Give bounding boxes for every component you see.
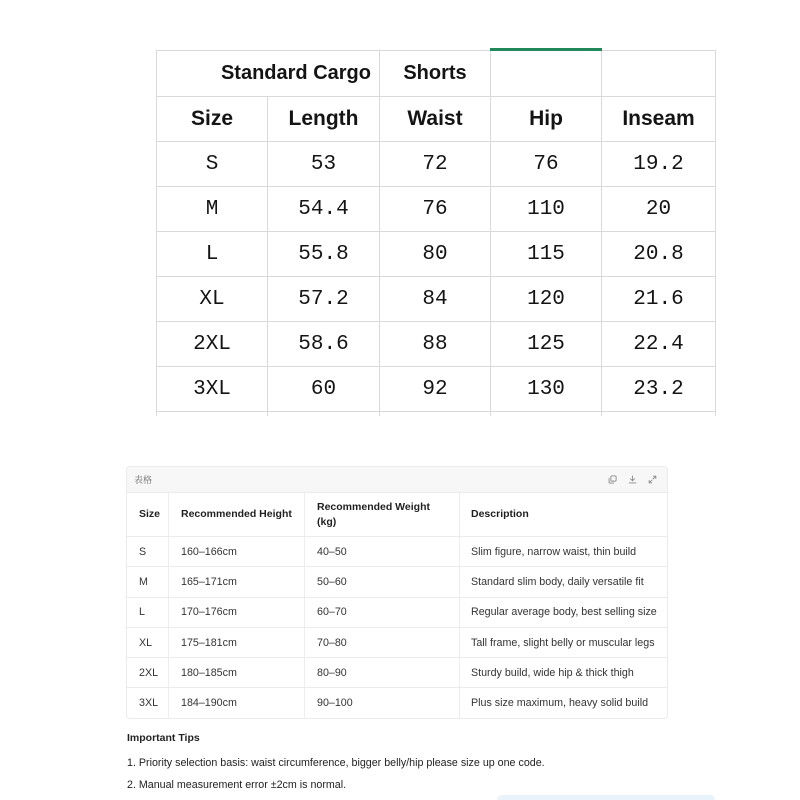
waist-cell[interactable]: 92 [380,367,491,412]
size-cell[interactable]: S [157,142,268,187]
weight-cell: 60–70 [305,598,460,627]
recommendation-table-card [126,466,668,719]
hip-cell[interactable]: 130 [491,367,602,412]
empty-cell[interactable] [491,412,602,416]
column-header-hip[interactable]: Hip [491,97,602,142]
column-header-waist[interactable]: Waist [380,97,491,142]
size-row [157,367,716,412]
weight-cell: 70–80 [305,628,460,657]
header-label: Recommended Height [181,508,292,520]
table-row [127,536,667,566]
table-row [127,597,667,627]
size-cell: 3XL [127,688,169,717]
length-cell[interactable]: 54.4 [268,187,380,232]
length-cell[interactable]: 55.8 [268,232,380,277]
table-label: 表格 [134,475,153,485]
expand-icon[interactable] [648,475,657,484]
empty-cell[interactable] [380,412,491,416]
hip-cell[interactable]: 76 [491,142,602,187]
partial-next-row [157,412,716,416]
size-cell[interactable]: XL [157,277,268,322]
empty-cell[interactable] [602,412,716,416]
waist-cell[interactable]: 80 [380,232,491,277]
height-cell: 170–176cm [169,598,305,627]
column-header-description [460,493,667,536]
header-label: Description [471,508,529,520]
height-cell: 160–166cm [169,537,305,566]
waist-cell[interactable]: 72 [380,142,491,187]
sheet-title-left: Standard Cargo [220,62,371,84]
height-cell: 175–181cm [169,628,305,657]
size-cell[interactable]: M [157,187,268,232]
size-cell: 2XL [127,658,169,687]
column-header-inseam[interactable]: Inseam [602,97,716,142]
title-cell-right[interactable] [380,51,491,97]
inseam-cell[interactable]: 23.2 [602,367,716,412]
column-header-weight [305,493,460,536]
cell-selection-indicator [490,48,602,51]
size-row [157,187,716,232]
description-cell: Tall frame, slight belly or muscular legs [471,636,655,649]
size-cell: XL [127,628,169,657]
hip-cell[interactable]: 110 [491,187,602,232]
table-tools [608,475,657,484]
length-cell[interactable]: 53 [268,142,380,187]
waist-cell[interactable]: 76 [380,187,491,232]
inseam-cell[interactable]: 21.6 [602,277,716,322]
hip-cell[interactable]: 120 [491,277,602,322]
description-cell: Standard slim body, daily versatile fit [471,575,644,588]
inseam-cell[interactable]: 20.8 [602,232,716,277]
title-cell-left[interactable] [157,51,380,97]
size-cell[interactable]: 2XL [157,322,268,367]
size-row [157,142,716,187]
waist-cell[interactable]: 88 [380,322,491,367]
inseam-cell[interactable]: 19.2 [602,142,716,187]
size-row [157,277,716,322]
description-cell: Slim figure, narrow waist, thin build [471,545,637,558]
size-cell: S [127,537,169,566]
length-cell[interactable]: 60 [268,367,380,412]
empty-cell[interactable] [268,412,380,416]
empty-cell[interactable] [157,412,268,416]
tip-item: 1. Priority selection basis: waist circumference, bigger belly/hip please size up one code. [127,757,545,769]
header-label: Size [139,508,161,520]
column-header-row [157,97,716,142]
column-header-size[interactable]: Size [157,97,268,142]
height-cell: 180–185cm [169,658,305,687]
weight-cell: 90–100 [305,688,460,717]
weight-cell: 80–90 [305,658,460,687]
inseam-cell[interactable]: 22.4 [602,322,716,367]
table-row [127,657,667,687]
size-cell[interactable]: L [157,232,268,277]
next-message-bubble [497,795,715,800]
copy-icon[interactable] [608,475,617,484]
hip-cell[interactable]: 115 [491,232,602,277]
download-icon[interactable] [628,475,637,484]
description-cell: Regular average body, best selling size [471,606,657,619]
description-cell: Sturdy build, wide hip & thick thigh [471,666,634,679]
table-row [127,566,667,596]
length-cell[interactable]: 57.2 [268,277,380,322]
important-tips [127,731,545,793]
column-header-length[interactable]: Length [268,97,380,142]
header-label: Recommended Weight (kg) [317,500,430,528]
size-chart-spreadsheet [156,50,716,416]
column-header-size [127,493,169,536]
size-cell[interactable]: 3XL [157,367,268,412]
inseam-cell[interactable]: 20 [602,187,716,232]
table-header-row [127,492,667,536]
weight-cell: 40–50 [305,537,460,566]
height-cell: 165–171cm [169,567,305,596]
weight-cell: 50–60 [305,567,460,596]
tips-heading: Important Tips [127,732,200,744]
size-cell: L [127,598,169,627]
table-toolbar [127,467,667,492]
empty-cell[interactable] [602,51,716,97]
length-cell[interactable]: 58.6 [268,322,380,367]
selected-cell[interactable] [491,51,602,97]
height-cell: 184–190cm [169,688,305,717]
size-row [157,232,716,277]
size-cell: M [127,567,169,596]
description-cell: Plus size maximum, heavy solid build [471,697,649,710]
table-row [127,687,667,717]
size-row [157,322,716,367]
column-header-height [169,493,305,536]
table-row [127,627,667,657]
title-row [157,51,716,97]
waist-cell[interactable]: 84 [380,277,491,322]
sheet-title-right: Shorts [403,62,467,84]
hip-cell[interactable]: 125 [491,322,602,367]
tip-item: 2. Manual measurement error ±2cm is normal. [127,779,347,791]
